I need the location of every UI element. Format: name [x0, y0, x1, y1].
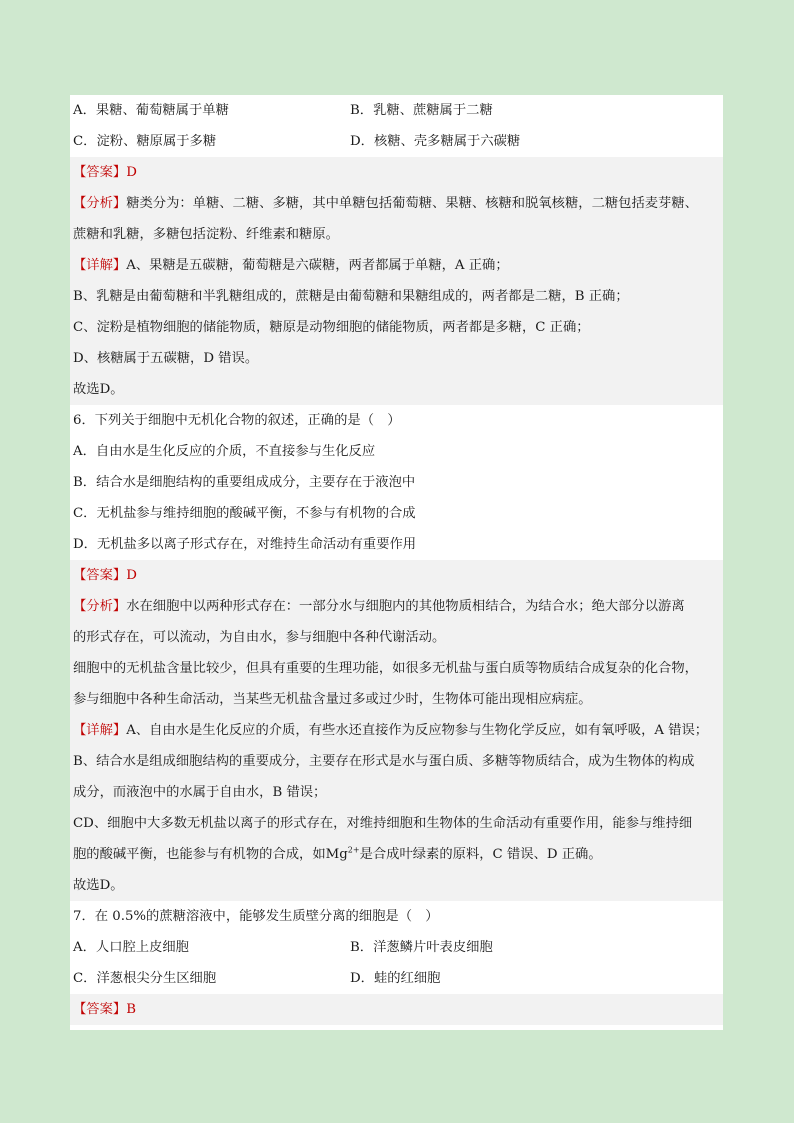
- q6-option-c: C．无机盐参与维持细胞的酸碱平衡，不参与有机物的合成: [73, 506, 416, 521]
- ion-charge: 2+: [347, 845, 360, 855]
- q6-answer: [70, 560, 723, 591]
- q7-stem: 7．在 0.5%的蔗糖溶液中，能够发生质壁分离的细胞是（ ）: [73, 909, 439, 924]
- q5-detail-line-4: D、核糖属于五碳糖，D 错误。: [70, 343, 723, 374]
- q6-option-d: D．无机盐多以离子形式存在，对维持生命活动有重要作用: [73, 537, 417, 552]
- q7-option-a: A．人口腔上皮细胞: [73, 940, 189, 955]
- detail-tag: 【详解】: [73, 723, 127, 738]
- q6-option-b: B．结合水是细胞结构的重要组成成分，主要存在于液泡中: [73, 475, 416, 490]
- q5-analysis-line-1: [70, 188, 723, 219]
- answer-value: D: [126, 165, 137, 180]
- q5-conclusion: 故选D。: [70, 374, 723, 405]
- q5-options-row-1: [70, 95, 723, 126]
- q5-option-c: C．淀粉、糖原属于多糖: [73, 134, 217, 149]
- q6-analysis-line-2: 的形式存在，可以流动，为自由水，参与细胞中各种代谢活动。: [70, 622, 723, 653]
- q5-detail-line-3: C、淀粉是植物细胞的储能物质，糖原是动物细胞的储能物质，两者都是多糖，C 正确；: [70, 312, 723, 343]
- q7-option-b: B．洋葱鳞片叶表皮细胞: [350, 940, 493, 955]
- detail-text: A、自由水是生化反应的介质，有些水还直接作为反应物参与生物化学反应，如有氧呼吸，A 错误；: [126, 723, 709, 738]
- q5-detail-line-1: [70, 250, 723, 281]
- q7-options-row-2: [70, 963, 723, 994]
- detail-text: A、果糖是五碳糖，葡萄糖是六碳糖，两者都属于单糖，A 正确；: [126, 258, 509, 273]
- answer-tag: 【答案】: [73, 1002, 127, 1017]
- q6-detail-line-4: CD、细胞中大多数无机盐以离子的形式存在，对维持细胞和生物体的生命活动有重要作用，能参与维持细: [70, 808, 723, 839]
- q5-option-a: A．果糖、葡萄糖属于单糖: [73, 103, 229, 118]
- q6-analysis-line-1: [70, 591, 723, 622]
- q5-detail-line-2: B、乳糖是由葡萄糖和半乳糖组成的，蔗糖是由葡萄糖和果糖组成的，两者都是二糖，B 正确；: [70, 281, 723, 312]
- answer-tag: 【答案】: [73, 568, 127, 583]
- answer-value: B: [126, 1002, 136, 1017]
- q6-detail-line-2: B、结合水是组成细胞结构的重要成分，主要存在形式是水与蛋白质、多糖等物质结合，成为生物体的构成: [70, 746, 723, 777]
- q6-detail-line-1: [70, 715, 723, 746]
- answer-value: D: [126, 568, 137, 583]
- q6-analysis-line-3: 细胞中的无机盐含量比较少，但具有重要的生理功能，如很多无机盐与蛋白质等物质结合成复杂的化合物，: [70, 653, 723, 684]
- q5-analysis-line-2: 蔗糖和乳糖，多糖包括淀粉、纤维素和糖原。: [70, 219, 723, 250]
- q5-option-b: B．乳糖、蔗糖属于二糖: [350, 103, 493, 118]
- detail-tag: 【详解】: [73, 258, 127, 273]
- q5-answer: [70, 157, 723, 188]
- answer-tag: 【答案】: [73, 165, 127, 180]
- q7-option-d: D．蛙的红细胞: [350, 971, 441, 986]
- q6-conclusion: 故选D。: [70, 870, 723, 901]
- detail-text-post: 是合成叶绿素的原料，C 错误、D 正确。: [359, 847, 602, 862]
- analysis-tag: 【分析】: [73, 196, 127, 211]
- detail-text-pre: 胞的酸碱平衡，也能参与有机物的合成，如Mg: [73, 847, 348, 862]
- q7-option-c: C．洋葱根尖分生区细胞: [73, 971, 217, 986]
- document-page: [70, 95, 723, 1030]
- q5-options-row-2: [70, 126, 723, 157]
- q6-detail-line-5: [70, 839, 723, 870]
- analysis-text: 水在细胞中以两种形式存在：一部分水与细胞内的其他物质相结合，为结合水；绝大部分以游离: [126, 599, 685, 614]
- q7-answer: [70, 994, 723, 1025]
- q6-detail-line-3: 成分，而液泡中的水属于自由水，B 错误；: [70, 777, 723, 808]
- q6-analysis-line-4: 参与细胞中各种生命活动，当某些无机盐含量过多或过少时，生物体可能出现相应病症。: [70, 684, 723, 715]
- q6-stem: 6．下列关于细胞中无机化合物的叙述，正确的是（ ）: [73, 413, 401, 428]
- analysis-tag: 【分析】: [73, 599, 127, 614]
- q7-options-row-1: [70, 932, 723, 963]
- q5-option-d: D．核糖、壳多糖属于六碳糖: [350, 134, 521, 149]
- q6-option-a: A．自由水是生化反应的介质，不直接参与生化反应: [73, 444, 376, 459]
- analysis-text: 糖类分为：单糖、二糖、多糖，其中单糖包括葡萄糖、果糖、核糖和脱氧核糖，二糖包括麦芽糖、: [126, 196, 698, 211]
